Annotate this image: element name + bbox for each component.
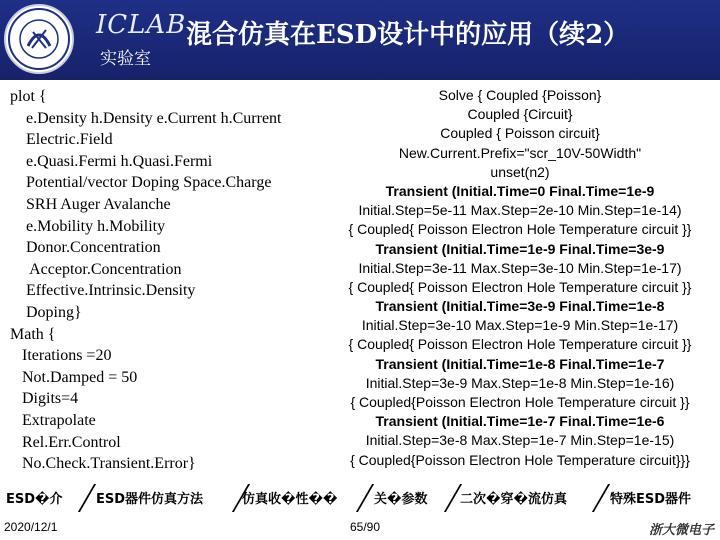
code-line: { Coupled{Poisson Electron Hole Temperature circuit}}}	[350, 451, 690, 468]
nav-divider	[78, 484, 96, 512]
solve-code-block	[320, 86, 720, 470]
code-line: { Coupled{Poisson Electron Hole Temperature circuit }}	[350, 394, 690, 410]
code-line: Transient (Initial.Time=0 Final.Time=1e-9	[385, 182, 655, 199]
nav-divider	[592, 484, 610, 512]
code-line: Initial.Step=3e-10 Max.Step=1e-9 Min.Step=1e-17)	[361, 317, 679, 334]
code-line: Initial.Step=3e-9 Max.Step=1e-8 Min.Step=1e-16)	[365, 374, 675, 391]
seal-emblem-icon	[6, 6, 72, 72]
slide-date: 2020/12/1	[4, 520, 58, 534]
nav-secondary-breakdown[interactable]: 二次�穿�流仿真	[460, 492, 567, 507]
code-line: plot {	[10, 88, 47, 105]
code-line: e.Quasi.Fermi h.Quasi.Fermi	[10, 152, 213, 170]
code-line: Initial.Step=3e-11 Max.Step=3e-10 Min.Step=1e-17)	[358, 259, 682, 276]
code-line: Transient (Initial.Time=1e-8 Final.Time=1e-7	[375, 355, 665, 372]
nav-key-params[interactable]: 关�参数	[374, 492, 428, 507]
slide-header	[0, 0, 720, 80]
nav-divider	[356, 484, 374, 512]
code-line: Transient (Initial.Time=3e-9 Final.Time=1e-8	[375, 298, 665, 315]
code-line: Not.Damped = 50	[10, 368, 138, 386]
code-line: Digits=4	[10, 390, 79, 408]
code-line: Iterations =20	[10, 347, 112, 365]
code-line: Doping}	[10, 303, 82, 321]
page-number: 65/90	[350, 520, 381, 534]
section-navbar	[0, 480, 720, 514]
code-line: New.Current.Prefix="scr_10V-50Width"	[398, 144, 642, 161]
code-line: SRH Auger Avalanche	[10, 195, 171, 213]
code-line: Extrapolate	[10, 411, 96, 429]
nav-esd-intro[interactable]: ESD�介	[6, 492, 63, 507]
code-line: Initial.Step=3e-8 Max.Step=1e-7 Min.Step=1e-15)	[365, 432, 675, 449]
code-line: Initial.Step=5e-11 Max.Step=2e-10 Min.Step=1e-14)	[358, 202, 682, 219]
code-line: { Coupled{ Poisson Electron Hole Temperature circuit }}	[348, 221, 692, 238]
code-line: Transient (Initial.Time=1e-7 Final.Time=1e-6	[375, 413, 665, 430]
slide-title: 混合仿真在ESD设计中的应用（续2）	[186, 20, 630, 50]
code-line: Donor.Concentration	[10, 239, 161, 257]
nav-sim-convergence[interactable]: 仿真收�性��	[242, 492, 338, 507]
code-line: e.Mobility h.Mobility	[10, 217, 166, 235]
org-logo: 浙大微电子	[648, 523, 714, 538]
code-line: Coupled {Circuit}	[467, 106, 573, 123]
code-line: Electric.Field	[10, 131, 113, 149]
code-line: Transient (Initial.Time=1e-9 Final.Time=3e-9	[375, 240, 665, 257]
plot-math-code-block	[10, 86, 315, 475]
code-line: Rel.Err.Control	[10, 433, 121, 451]
nav-esd-device-sim[interactable]: ESD器件仿真方法	[96, 492, 204, 507]
code-line: Coupled { Poisson circuit}	[440, 125, 600, 142]
lab-name: ICLAB	[96, 10, 187, 40]
code-line: Potential/vector Doping Space.Charge	[10, 174, 272, 192]
slide-footer	[0, 514, 720, 540]
code-line: e.Density h.Density e.Current h.Current	[10, 109, 282, 127]
code-line: No.Check.Transient.Error}	[10, 455, 196, 473]
lab-subtitle: 实验室	[100, 49, 151, 69]
code-line: Math {	[10, 325, 56, 343]
code-line: { Coupled{ Poisson Electron Hole Temperature circuit }}	[348, 278, 692, 295]
code-line: Solve { Coupled {Poisson}	[438, 87, 602, 103]
code-line: { Coupled{ Poisson Electron Hole Temperature circuit }}	[348, 336, 692, 353]
code-line: Acceptor.Concentration	[10, 260, 182, 278]
university-seal-logo	[4, 4, 74, 74]
code-line: Effective.Intrinsic.Density	[10, 282, 196, 300]
nav-special-esd[interactable]: 特殊ESD器件	[610, 492, 692, 507]
code-line: unset(n2)	[490, 163, 550, 180]
